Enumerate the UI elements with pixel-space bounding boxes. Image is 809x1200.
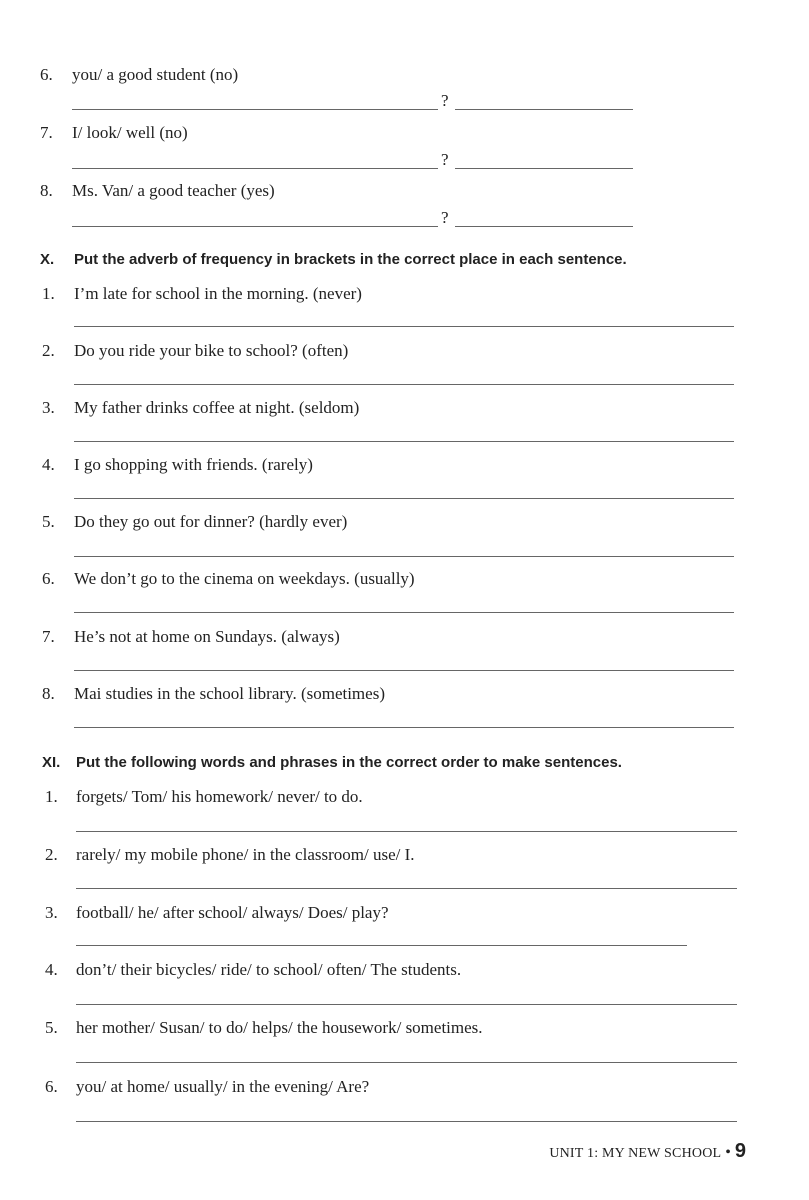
answer-line[interactable] — [76, 1121, 737, 1122]
item-prompt: Ms. Van/ a good teacher (yes) — [72, 181, 275, 200]
item-number: 3. — [42, 398, 55, 417]
item-number: 7. — [40, 123, 53, 142]
answer-line[interactable] — [74, 612, 734, 613]
item-prompt: I go shopping with friends. (rarely) — [74, 455, 313, 474]
item-number: 2. — [42, 341, 55, 360]
item-number: 7. — [42, 627, 55, 646]
item-number: 1. — [42, 284, 55, 303]
answer-line[interactable] — [76, 831, 737, 832]
page-footer — [549, 1140, 746, 1163]
item-number: 4. — [45, 960, 58, 979]
answer-line[interactable] — [74, 556, 734, 557]
answer-line[interactable] — [72, 168, 438, 169]
item-number: 8. — [40, 181, 53, 200]
item-prompt: you/ a good student (no) — [72, 65, 239, 84]
answer-line[interactable] — [76, 1004, 737, 1005]
item-number: 3. — [45, 903, 58, 922]
answer-line[interactable] — [76, 888, 737, 889]
answer-line[interactable] — [72, 109, 438, 110]
answer-line[interactable] — [74, 326, 734, 327]
item-prompt: Do they go out for dinner? (hardly ever) — [74, 512, 348, 531]
section-numeral: XI. — [42, 754, 61, 771]
item-prompt: My father drinks coffee at night. (seldom) — [74, 398, 360, 417]
question-mark: ? — [441, 150, 449, 169]
item-number: 6. — [45, 1077, 58, 1096]
bullet-separator: • — [725, 1144, 731, 1161]
section-numeral: X. — [40, 251, 55, 268]
item-number: 4. — [42, 455, 55, 474]
item-number: 5. — [45, 1018, 58, 1037]
section-instruction: Put the adverb of frequency in brackets in the correct place in each sentence. — [74, 251, 627, 268]
item-number: 8. — [42, 684, 55, 703]
answer-line[interactable] — [74, 670, 734, 671]
item-prompt: He’s not at home on Sundays. (always) — [74, 627, 340, 646]
item-prompt: forgets/ Tom/ his homework/ never/ to do. — [76, 787, 363, 806]
item-prompt: rarely/ my mobile phone/ in the classroom/ use/ I. — [76, 845, 415, 864]
item-number: 2. — [45, 845, 58, 864]
answer-line[interactable] — [74, 727, 734, 728]
section-instruction: Put the following words and phrases in the correct order to make sentences. — [76, 754, 622, 771]
item-prompt: football/ he/ after school/ always/ Does/ play? — [76, 903, 389, 922]
short-answer-line[interactable] — [455, 226, 633, 227]
item-prompt: Do you ride your bike to school? (often) — [74, 341, 349, 360]
item-number: 6. — [40, 65, 53, 84]
unit-title: UNIT 1: MY NEW SCHOOL — [549, 1146, 722, 1161]
item-number: 5. — [42, 512, 55, 531]
answer-line[interactable] — [72, 226, 438, 227]
item-prompt: We don’t go to the cinema on weekdays. (usually) — [74, 569, 415, 588]
item-number: 1. — [45, 787, 58, 806]
answer-line[interactable] — [74, 498, 734, 499]
short-answer-line[interactable] — [455, 109, 633, 110]
item-prompt: Mai studies in the school library. (sometimes) — [74, 684, 385, 703]
item-prompt: her mother/ Susan/ to do/ helps/ the housework/ sometimes. — [76, 1018, 483, 1037]
answer-line[interactable] — [76, 945, 687, 946]
item-prompt: I/ look/ well (no) — [72, 123, 188, 142]
item-prompt: I’m late for school in the morning. (never) — [74, 284, 362, 303]
item-prompt: you/ at home/ usually/ in the evening/ Are? — [76, 1077, 370, 1096]
question-mark: ? — [441, 91, 449, 110]
item-prompt: don’t/ their bicycles/ ride/ to school/ often/ The students. — [76, 960, 462, 979]
answer-line[interactable] — [74, 384, 734, 385]
item-number: 6. — [42, 569, 55, 588]
answer-line[interactable] — [74, 441, 734, 442]
short-answer-line[interactable] — [455, 168, 633, 169]
answer-line[interactable] — [76, 1062, 737, 1063]
page-number: 9 — [734, 1140, 746, 1162]
question-mark: ? — [441, 208, 449, 227]
